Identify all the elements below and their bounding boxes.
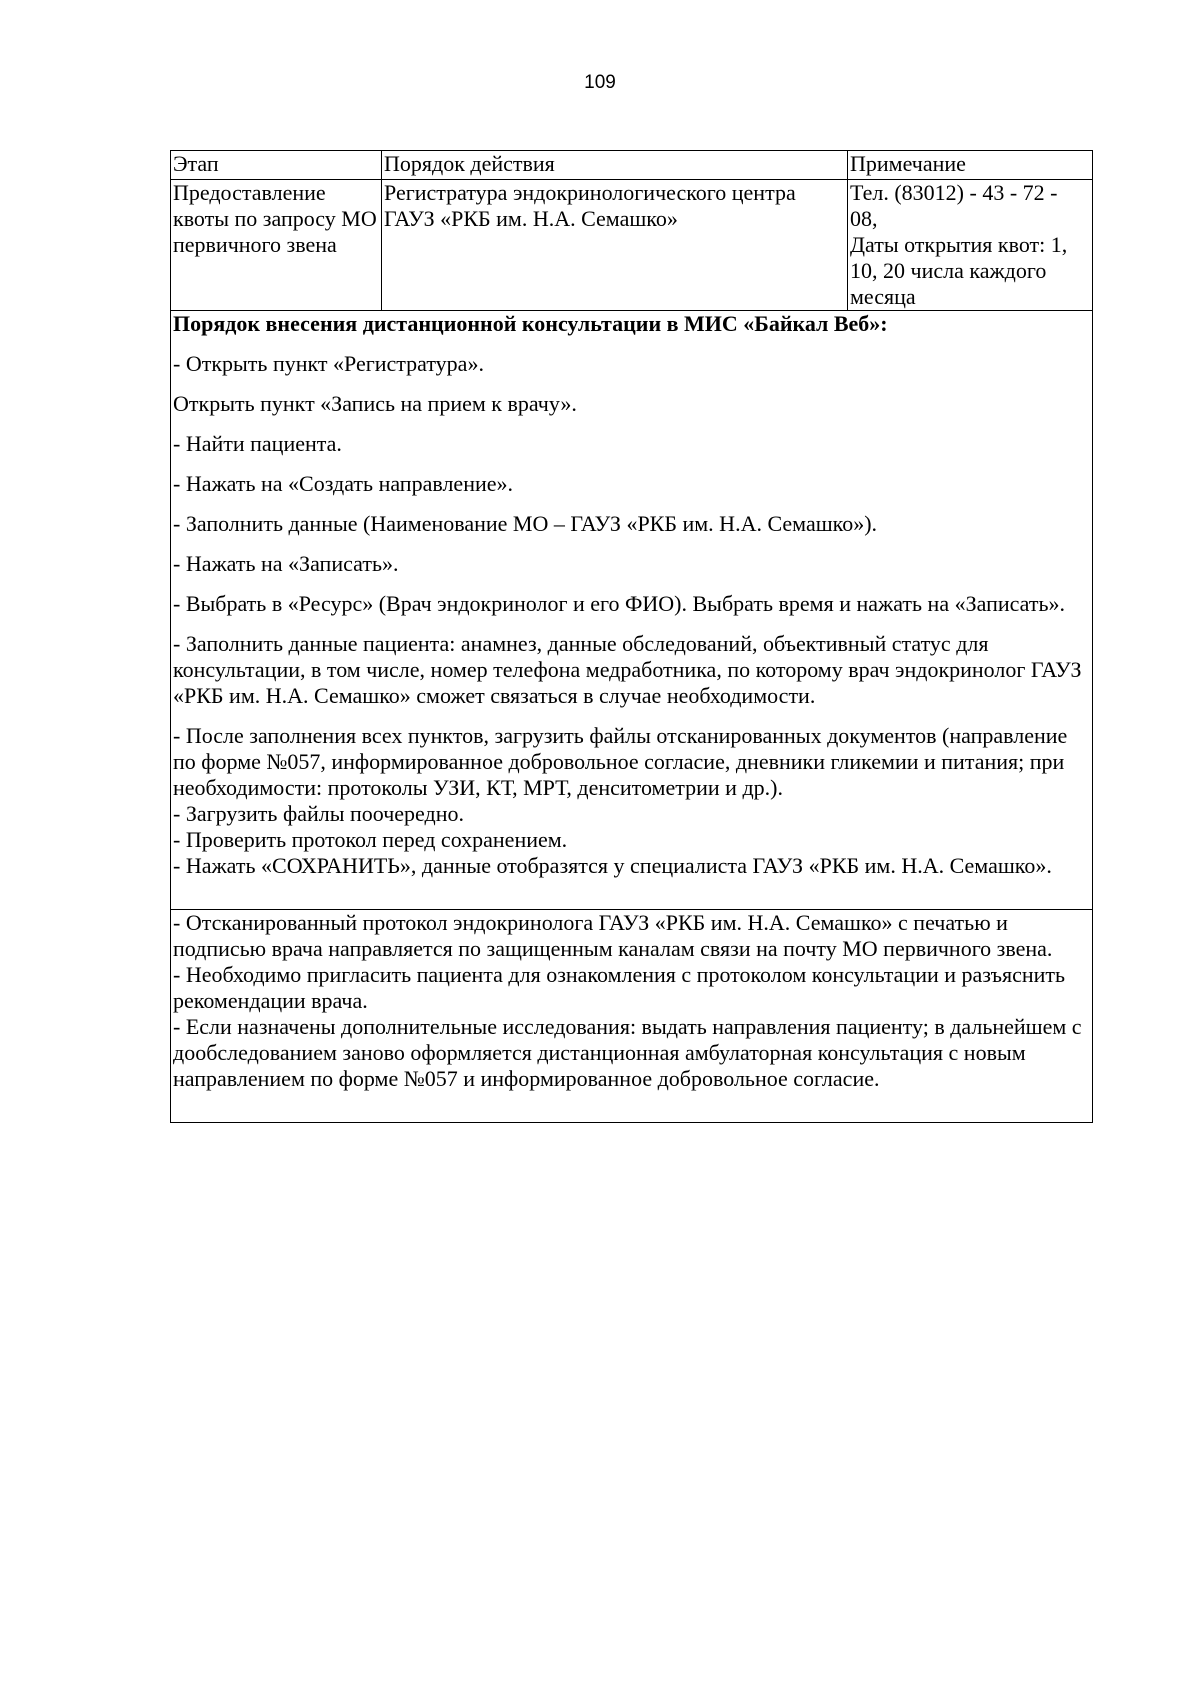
list-item: - Нажать «СОХРАНИТЬ», данные отобразятся у специалиста ГАУЗ «РКБ им. Н.А. Семашко».	[173, 853, 1052, 878]
after-row	[171, 910, 1093, 1123]
header-note: Примечание	[848, 151, 1093, 180]
procedure-table	[170, 150, 1093, 1123]
stage-cell: Предоставление квоты по запросу МО первичного звена	[171, 180, 382, 311]
procedure-title: Порядок внесения дистанционной консультации в МИС «Байкал Веб»:	[173, 311, 888, 336]
list-item: Открыть пункт «Запись на прием к врачу».	[173, 391, 577, 416]
list-item: - Открыть пункт «Регистратура».	[173, 351, 484, 376]
header-stage: Этап	[171, 151, 382, 180]
after-cell	[171, 910, 1093, 1123]
list-item: - Заполнить данные (Наименование МО – ГАУЗ «РКБ им. Н.А. Семашко»).	[173, 511, 878, 536]
note-cell	[848, 180, 1093, 311]
list-item: - Найти пациента.	[173, 431, 342, 456]
list-item: - После заполнения всех пунктов, загрузить файлы отсканированных документов (направление по форме №057, информированное добровольное согласие, дневники гликемии и питания; при необходимости: протоколы УЗИ, КТ, МРТ, денситометрии и др.).	[173, 723, 1068, 800]
list-item: - Проверить протокол перед сохранением.	[173, 827, 568, 852]
table-header-row	[171, 151, 1093, 180]
header-action: Порядок действия	[382, 151, 848, 180]
list-item: - Заполнить данные пациента: анамнез, данные обследований, объективный статус для консультации, в том числе, номер телефона медработника, по которому врач эндокринолог ГАУЗ «РКБ им. Н.А. Семашко» сможет связаться в случае необходимости.	[173, 631, 1082, 708]
action-cell: Регистратура эндокринологического центра ГАУЗ «РКБ им. Н.А. Семашко»	[382, 180, 848, 311]
procedure-row	[171, 311, 1093, 910]
list-item: - Отсканированный протокол эндокринолога ГАУЗ «РКБ им. Н.А. Семашко» с печатью и подписью врача направляется по защищенным каналам связи на почту МО первичного звена.	[173, 910, 1053, 961]
table-row	[171, 180, 1093, 311]
note-phone: Тел. (83012) - 43 - 72 - 08,	[850, 180, 1058, 231]
page-number: 109	[584, 72, 616, 93]
list-item: - Нажать на «Создать направление».	[173, 471, 514, 496]
procedure-cell	[171, 311, 1093, 910]
list-item: - Нажать на «Записать».	[173, 551, 399, 576]
list-item: - Если назначены дополнительные исследования: выдать направления пациенту; в дальнейшем с дообследованием заново оформляется дистанционная амбулаторная консультация с новым направлением по форме №057 и информированное добровольное согласие.	[173, 1014, 1082, 1091]
list-item: - Выбрать в «Ресурс» (Врач эндокринолог и его ФИО). Выбрать время и нажать на «Записать».	[173, 591, 1065, 616]
list-item: - Загрузить файлы поочередно.	[173, 801, 464, 826]
list-item: - Необходимо пригласить пациента для ознакомления с протоколом консультации и разъяснить рекомендации врача.	[173, 962, 1066, 1013]
note-dates: Даты открытия квот: 1, 10, 20 числа каждого месяца	[850, 232, 1068, 309]
